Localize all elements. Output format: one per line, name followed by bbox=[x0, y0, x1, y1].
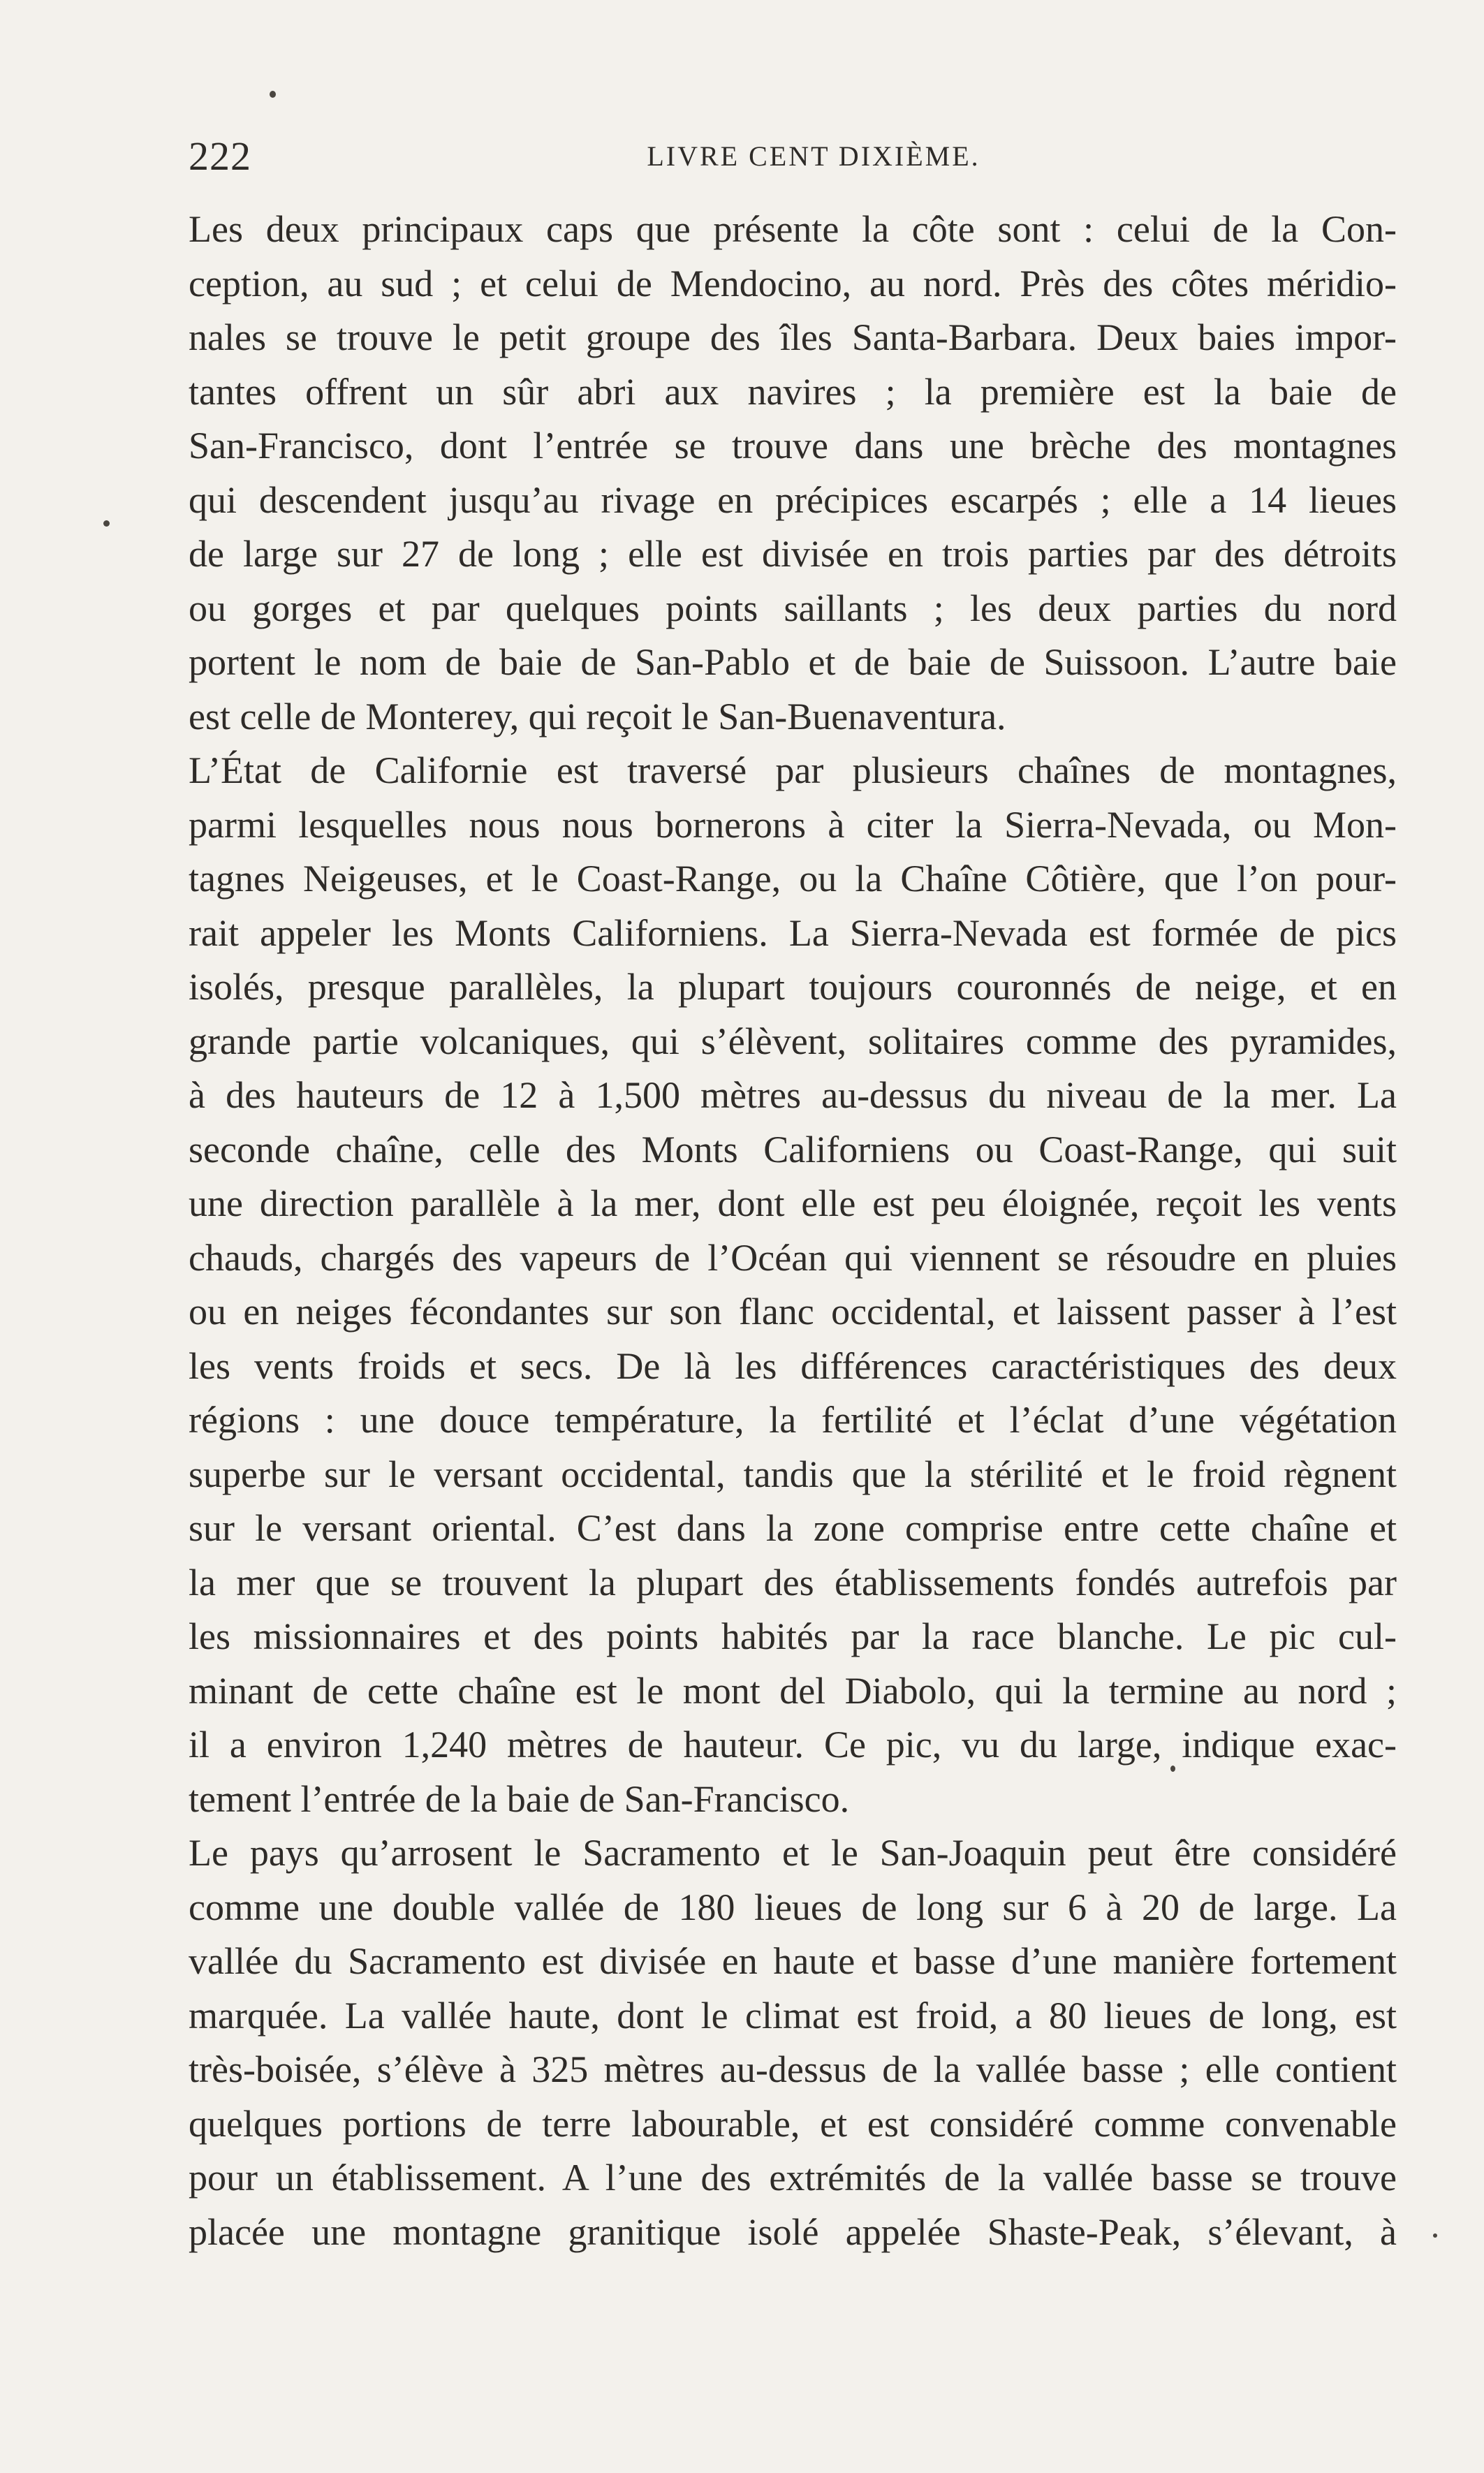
text-line: parmi lesquelles nous nous bornerons à citer la Sierra-Nevada, ou Mon- bbox=[189, 803, 1397, 846]
text-line: très-boisée, s’élève à 325 mètres au-dessus de la vallée basse ; elle contient bbox=[189, 2048, 1397, 2090]
text-line: ou gorges et par quelques points saillants ; les deux parties du nord bbox=[189, 587, 1397, 629]
text-line: régions : une douce température, la fertilité et l’éclat d’une végétation bbox=[189, 1399, 1397, 1441]
text-line: de large sur 27 de long ; elle est divisée en trois parties par des détroits bbox=[189, 533, 1397, 575]
text-line: quelques portions de terre labourable, et est considéré comme convenable bbox=[189, 2102, 1397, 2145]
text-line: tagnes Neigeuses, et le Coast-Range, ou la Chaîne Côtière, que l’on pour- bbox=[189, 858, 1397, 900]
text-line: Le pays qu’arrosent le Sacramento et le San-Joaquin peut être considéré bbox=[189, 1832, 1397, 1874]
chapter-heading: LIVRE CENT DIXIÈME. bbox=[647, 140, 980, 172]
page-number: 222 bbox=[189, 133, 251, 179]
print-speck bbox=[1433, 2233, 1437, 2238]
text-line: vallée du Sacramento est divisée en haute et basse d’une manière fortement bbox=[189, 1940, 1397, 1982]
text-line: les missionnaires et des points habités par la race blanche. Le pic cul- bbox=[189, 1615, 1397, 1657]
text-line: seconde chaîne, celle des Monts Californiens ou Coast-Range, qui suit bbox=[189, 1128, 1397, 1171]
text-line: superbe sur le versant occidental, tandis que la stérilité et le froid règnent bbox=[189, 1453, 1397, 1495]
text-line: est celle de Monterey, qui reçoit le San-Buenaventura. bbox=[189, 695, 1006, 738]
text-line: pour un établissement. A l’une des extrémités de la vallée basse se trouve bbox=[189, 2157, 1397, 2199]
text-line: minant de cette chaîne est le mont del Diabolo, qui la termine au nord ; bbox=[189, 1669, 1397, 1712]
running-head bbox=[189, 133, 1397, 182]
text-line: portent le nom de baie de San-Pablo et de baie de Suissoon. L’autre baie bbox=[189, 641, 1397, 683]
text-line: nales se trouve le petit groupe des îles Santa-Barbara. Deux baies impor- bbox=[189, 316, 1397, 358]
text-line: tantes offrent un sûr abri aux navires ; la première est la baie de bbox=[189, 370, 1397, 413]
text-line: il a environ 1,240 mètres de hauteur. Ce pic, vu du large, indique exac- bbox=[189, 1724, 1397, 1766]
print-speck bbox=[1170, 1766, 1175, 1772]
text-line: une direction parallèle à la mer, dont elle est peu éloignée, reçoit les vents bbox=[189, 1182, 1397, 1224]
print-speck bbox=[103, 520, 110, 527]
text-line: qui descendent jusqu’au rivage en précipices escarpés ; elle a 14 lieues bbox=[189, 478, 1397, 521]
text-line: chauds, chargés des vapeurs de l’Océan qui viennent se résoudre en pluies bbox=[189, 1236, 1397, 1279]
text-line: comme une double vallée de 180 lieues de long sur 6 à 20 de large. La bbox=[189, 1886, 1397, 1928]
text-line: placée une montagne granitique isolé appelée Shaste-Peak, s’élevant, à bbox=[189, 2210, 1397, 2253]
text-line: ou en neiges fécondantes sur son flanc occidental, et laissent passer à l’est bbox=[189, 1291, 1397, 1333]
text-line: rait appeler les Monts Californiens. La Sierra-Nevada est formée de pics bbox=[189, 911, 1397, 954]
text-line: marquée. La vallée haute, dont le climat est froid, a 80 lieues de long, est bbox=[189, 1994, 1397, 2037]
text-line: tement l’entrée de la baie de San-Francisco. bbox=[189, 1777, 850, 1820]
text-line: les vents froids et secs. De là les différences caractéristiques des deux bbox=[189, 1344, 1397, 1387]
text-line: isolés, presque parallèles, la plupart toujours couronnés de neige, et en bbox=[189, 966, 1397, 1008]
text-line: à des hauteurs de 12 à 1,500 mètres au-dessus du niveau de la mer. La bbox=[189, 1074, 1397, 1116]
text-line: ception, au sud ; et celui de Mendocino, au nord. Près des côtes méridio- bbox=[189, 262, 1397, 304]
text-line: Les deux principaux caps que présente la côte sont : celui de la Con- bbox=[189, 208, 1397, 250]
text-line: San-Francisco, dont l’entrée se trouve dans une brèche des montagnes bbox=[189, 425, 1397, 467]
text-line: grande partie volcaniques, qui s’élèvent, solitaires comme des pyramides, bbox=[189, 1020, 1397, 1062]
body-text bbox=[189, 203, 1397, 2259]
text-line: la mer que se trouvent la plupart des établissements fondés autrefois par bbox=[189, 1561, 1397, 1604]
print-speck bbox=[270, 91, 276, 98]
text-line: sur le versant oriental. C’est dans la zone comprise entre cette chaîne et bbox=[189, 1507, 1397, 1549]
text-line: L’État de Californie est traversé par plusieurs chaînes de montagnes, bbox=[189, 749, 1397, 791]
